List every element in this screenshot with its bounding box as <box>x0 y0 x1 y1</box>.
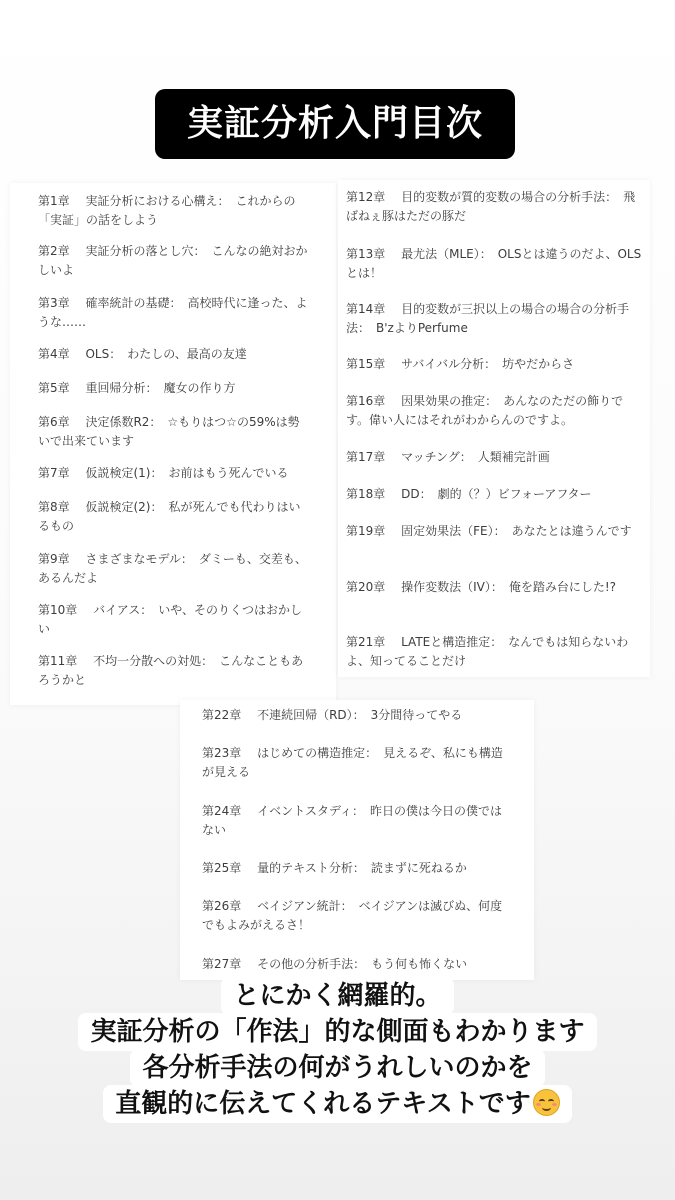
chapter-item: 第4章 OLS： わたしの、最高の友達 <box>38 347 247 361</box>
chapter-item: 第27章 その他の分析手法： もう何も怖くない <box>202 957 468 971</box>
caption-text-2: 実証分析の「作法」的な側面もわかります <box>78 1013 596 1051</box>
chapter-item: 第3章 確率統計の基礎： 高校時代に逢った、ような…… <box>38 296 308 329</box>
chapter-item: 第20章 操作変数法（IV）： 俺を踏み台にした!? <box>346 580 617 594</box>
chapter-item: 第6章 決定係数R2： ☆もりはつ☆の59%は勢いで出来ています <box>38 415 300 448</box>
chapter-item: 第9章 さまざまなモデル： ダミーも、交差も、あるんだよ <box>38 552 307 585</box>
chapter-item: 第17章 マッチング： 人類補完計画 <box>346 450 550 464</box>
caption-line-1 <box>0 977 675 1015</box>
relieved-smiling-face-icon <box>533 1089 560 1116</box>
toc-panel-bottom <box>180 700 534 980</box>
chapter-item: 第11章 不均一分散への対処： こんなこともあろうかと <box>38 654 304 687</box>
chapter-item: 第24章 イベントスタディ： 昨日の僕は今日の僕ではない <box>202 804 503 837</box>
caption-line-2 <box>0 1013 675 1051</box>
chapter-item: 第1章 実証分析における心構え： これからの「実証」の話をしよう <box>38 194 296 227</box>
chapter-item: 第8章 仮説検定(2)： 私が死んでも代わりはいるもの <box>38 500 301 533</box>
chapter-item: 第5章 重回帰分析： 魔女の作り方 <box>38 381 236 395</box>
chapter-item: 第13章 最尤法（MLE）： OLSとは違うのだよ、OLSとは！ <box>346 247 642 280</box>
chapter-item: 第2章 実証分析の落とし穴： こんなの絶対おかしいよ <box>38 244 308 277</box>
caption-text-3: 各分析手法の何がうれしいのかを <box>130 1049 544 1087</box>
chapter-item: 第18章 DD： 劇的（？）ビフォーアフター <box>346 487 592 501</box>
chapter-item: 第14章 目的変数が三択以上の場合の場合の分析手法： B'zよりPerfume <box>346 302 630 335</box>
caption-text-4: 直観的に伝えてくれるテキストです <box>115 1089 531 1119</box>
chapter-item: 第21章 LATEと構造推定： なんでもは知らないわよ、知ってることだけ <box>346 635 629 668</box>
caption-line-3 <box>0 1049 675 1087</box>
chapter-item: 第26章 ベイジアン統計： ベイジアンは滅びぬ、何度でもよみがえるさ！ <box>202 899 503 932</box>
page-title: 実証分析入門目次 <box>155 89 515 159</box>
chapter-item: 第22章 不連続回帰（RD）： 3分間待ってやる <box>202 708 463 722</box>
chapter-item: 第15章 サバイバル分析： 坊やだからさ <box>346 357 575 371</box>
caption-line-4-wrap <box>103 1085 571 1123</box>
chapter-item: 第23章 はじめての構造推定： 見えるぞ、私にも構造が見える <box>202 746 503 779</box>
caption-line-4 <box>0 1085 675 1123</box>
chapter-item: 第19章 固定効果法（FE）： あなたとは違うんです <box>346 524 632 538</box>
chapter-item: 第7章 仮説検定(1)： お前はもう死んでいる <box>38 466 289 480</box>
chapter-item: 第25章 量的テキスト分析： 読まずに死ねるか <box>202 861 467 875</box>
chapter-item: 第16章 因果効果の推定： あんなのただの飾りです。偉い人にはそれがわからんのですよ。 <box>346 394 624 427</box>
chapter-item: 第12章 目的変数が質的変数の場合の分析手法： 飛ばねぇ豚はただの豚だ <box>346 190 636 223</box>
chapter-item: 第10章 バイアス： いや、そのりくつはおかしい <box>38 603 303 636</box>
caption-text-1: とにかく網羅的。 <box>221 977 453 1015</box>
